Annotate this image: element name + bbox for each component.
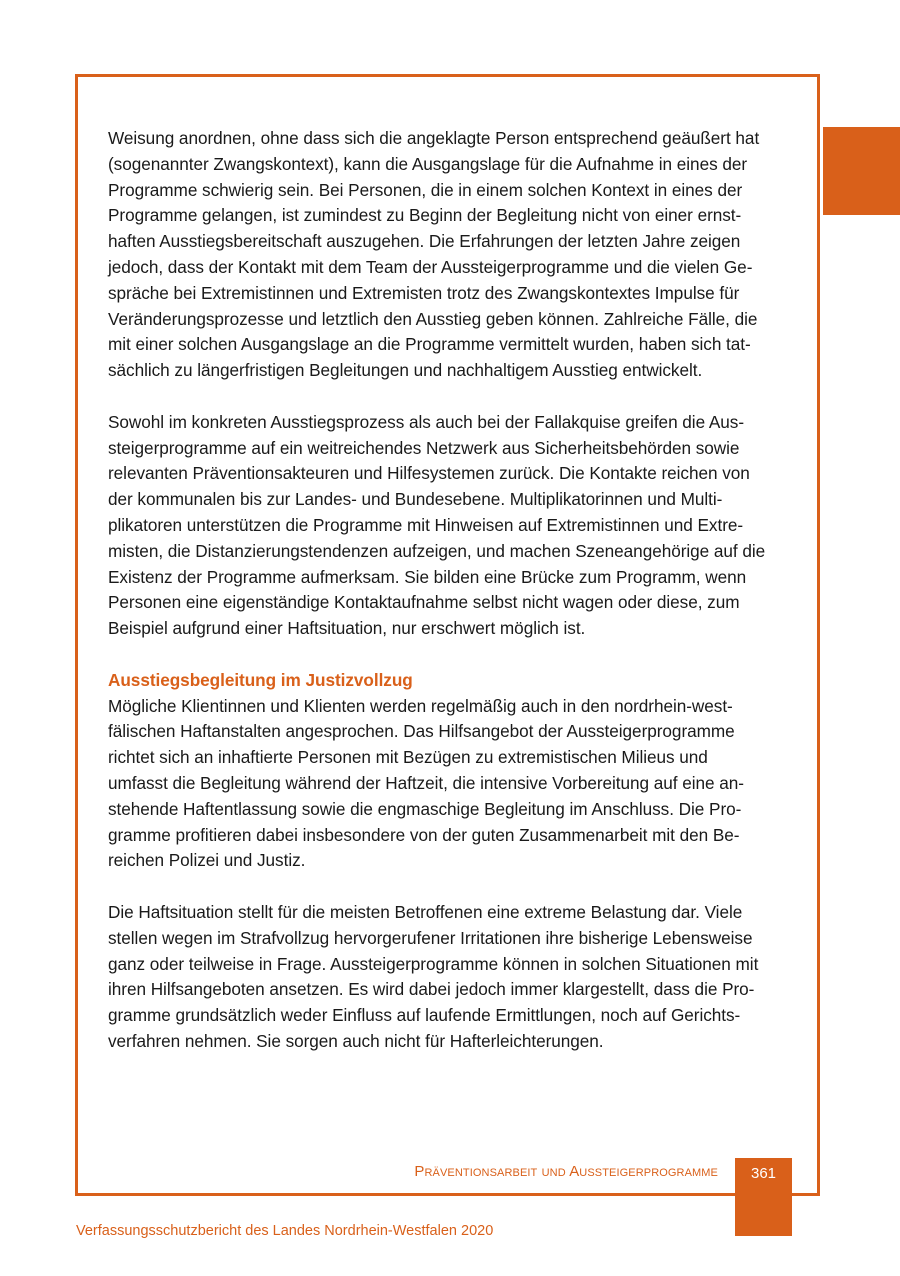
paragraph-4 xyxy=(108,900,794,1055)
text-line: (sogenannter Zwangskontext), kann die Ausgangslage für die Aufnahme in eines der xyxy=(108,153,748,174)
paragraph-spacer xyxy=(108,384,794,410)
text-line: Weisung anordnen, ohne dass sich die angeklagte Person entsprechend geäußert hat xyxy=(108,128,760,148)
text-line: Existenz der Programme aufmerksam. Sie bilden eine Brücke zum Programm, wenn xyxy=(108,566,747,587)
paragraph-spacer xyxy=(108,642,794,668)
text-line: gramme grundsätzlich weder Einfluss auf laufende Ermittlungen, noch auf Gerichts- xyxy=(108,1005,741,1026)
text-line: steigerprogramme auf ein weitreichendes Netzwerk aus Sicherheitsbehörden sowie xyxy=(108,437,740,458)
text-line: ganz oder teilweise in Frage. Aussteigerprogramme können in solchen Situationen mit xyxy=(108,953,759,974)
text-line: stellen wegen im Strafvollzug hervorgerufener Irritationen ihre bisherige Lebensweise xyxy=(108,927,753,948)
text-line: fälischen Haftanstalten angesprochen. Das Hilfsangebot der Aussteigerprogramme xyxy=(108,721,735,742)
text-line: relevanten Präventionsakteuren und Hilfesystemen zurück. Die Kontakte reichen von xyxy=(108,463,750,484)
chapter-side-tab xyxy=(823,127,900,215)
text-line: Veränderungsprozesse und letztlich den Ausstieg geben können. Zahlreiche Fälle, die xyxy=(108,308,758,329)
text-line: Personen eine eigenständige Kontaktaufnahme selbst nicht wagen oder diese, zum xyxy=(108,592,740,613)
text-line: mit einer solchen Ausgangslage an die Programme vermittelt wurden, haben sich tat- xyxy=(108,334,751,355)
text-line: der kommunalen bis zur Landes- und Bundesebene. Multiplikatorinnen und Multi- xyxy=(108,489,723,510)
text-line: umfasst die Begleitung während der Haftzeit, die intensive Vorbereitung auf eine an- xyxy=(108,772,744,793)
page-number-box xyxy=(735,1158,792,1236)
text-line: Programme schwierig sein. Bei Personen, die in einem solchen Kontext in eines der xyxy=(108,179,743,200)
section-heading: Ausstiegsbegleitung im Justizvollzug xyxy=(108,669,413,690)
text-line: Mögliche Klientinnen und Klienten werden regelmäßig auch in den nordrhein-west- xyxy=(108,695,733,716)
text-line: Programme gelangen, ist zumindest zu Beginn der Begleitung nicht von einer ernst- xyxy=(108,205,742,226)
text-line: stehende Haftentlassung sowie die engmaschige Begleitung im Anschluss. Die Pro- xyxy=(108,798,742,819)
running-footer-title: Präventionsarbeit und Aussteigerprogramme xyxy=(414,1163,718,1180)
text-line: verfahren nehmen. Sie sorgen auch nicht für Hafterleichterungen. xyxy=(108,1030,604,1051)
text-line: richtet sich an inhaftierte Personen mit Bezügen zu extremistischen Milieus und xyxy=(108,747,708,768)
paragraph-1 xyxy=(108,126,794,384)
text-line: plikatoren unterstützen die Programme mit Hinweisen auf Extremistinnen und Extre- xyxy=(108,514,744,535)
text-line: spräche bei Extremistinnen und Extremisten trotz des Zwangskontextes Impulse für xyxy=(108,282,740,303)
page-number: 361 xyxy=(750,1165,777,1182)
main-text xyxy=(108,126,794,1055)
text-line: jedoch, dass der Kontakt mit dem Team der Aussteigerprogramme und die vielen Ge- xyxy=(108,256,753,277)
text-line: Die Haftsituation stellt für die meisten Betroffenen eine extreme Belastung dar. Viele xyxy=(108,901,743,922)
paragraph-2 xyxy=(108,410,794,642)
text-line: ihren Hilfsangeboten ansetzen. Es wird dabei jedoch immer klargestellt, dass die Pro- xyxy=(108,979,755,1000)
text-line: sächlich zu längerfristigen Begleitungen und nachhaltigem Ausstieg entwickelt. xyxy=(108,360,703,381)
text-line: reichen Polizei und Justiz. xyxy=(108,850,306,871)
paragraph-3 xyxy=(108,694,794,875)
publication-caption: Verfassungsschutzbericht des Landes Nordrhein-Westfalen 2020 xyxy=(76,1223,494,1239)
text-line: Sowohl im konkreten Ausstiegsprozess als auch bei der Fallakquise greifen die Aus- xyxy=(108,411,744,432)
text-line: haften Ausstiegsbereitschaft auszugehen. Die Erfahrungen der letzten Jahre zeigen xyxy=(108,231,741,252)
text-line: gramme profitieren dabei insbesondere von der guten Zusammenarbeit mit den Be- xyxy=(108,824,740,845)
text-line: misten, die Distanzierungstendenzen aufzeigen, und machen Szeneangehörige auf die xyxy=(108,540,766,561)
text-line: Beispiel aufgrund einer Haftsituation, nur erschwert möglich ist. xyxy=(108,618,586,639)
paragraph-spacer xyxy=(108,874,794,900)
